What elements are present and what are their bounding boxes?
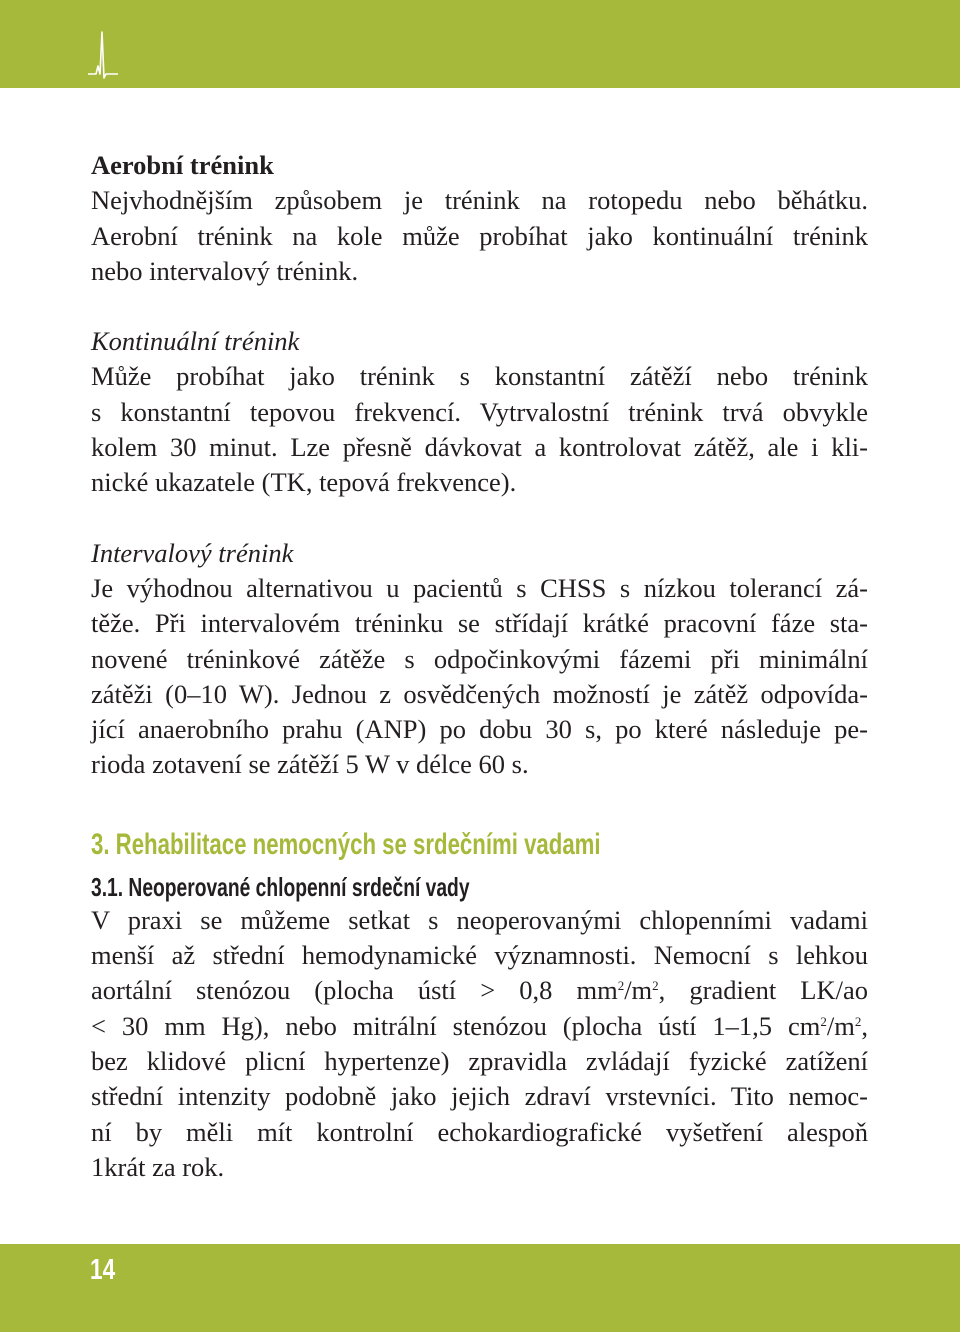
text-line: Aerobní trénink na kole může probíhat jako kontinuální trénink	[91, 220, 868, 251]
text-line: bez klidové plicní hypertenze) zpravidla zvládají fyzické zatížení	[91, 1045, 868, 1076]
text-line-formula: < 30 mm Hg), nebo mitrální stenózou (plocha ústí 1–1,5 $cm^2/m^2$,	[91, 1010, 868, 1041]
text-line: 1krát za rok.	[91, 1151, 225, 1182]
section-title-kontinualni: Kontinuální trénink	[91, 326, 300, 357]
text-line: Nejvhodnějším způsobem je trénink na rotopedu nebo běhátku.	[91, 185, 868, 216]
text-line: rioda zotavení se zátěží 5 W v délce 60 s.	[91, 749, 529, 780]
subchapter-heading: 3.1. Neoperované chlopenní srdeční vady	[91, 871, 470, 902]
paragraph-intervalovy	[91, 571, 868, 783]
section-title-intervalovy: Intervalový trénink	[91, 537, 294, 568]
text-line: Může probíhat jako trénink s konstantní zátěží nebo trénink	[91, 361, 868, 392]
text-line: ní by měli mít kontrolní echokardiografické vyšetření alespoň	[91, 1116, 868, 1147]
paragraph-aerobni	[91, 183, 868, 289]
text-line: s konstantní tepovou frekvencí. Vytrvalostní trénink trvá obvykle	[91, 396, 868, 427]
text-line: střední intenzity podobně jako jejich zdraví vrstevníci. Tito nemoc-	[91, 1081, 868, 1112]
header-band	[0, 0, 960, 88]
text-line: těže. Při intervalovém tréninku se střídají krátké pracovní fáze sta-	[91, 608, 868, 639]
chapter-heading: 3. Rehabilitace nemocných se srdečními vadami	[91, 827, 601, 861]
ecg-pulse-icon	[86, 30, 120, 80]
footer-band	[0, 1244, 960, 1332]
text-line: novené tréninkové zátěže s odpočinkovými fázemi při minimální	[91, 643, 868, 674]
section-title-aerobni: Aerobní trénink	[91, 150, 274, 180]
page-content	[91, 148, 868, 1185]
text-line: V praxi se můžeme setkat s neoperovanými chlopenními vadami	[91, 904, 868, 935]
text-line: kolem 30 minut. Lze přesně dávkovat a kontrolovat zátěž, ale i kli-	[91, 432, 868, 463]
text-line: zátěži (0–10 W). Jednou z osvědčených možností je zátěž odpovída-	[91, 678, 868, 709]
text-line: Je výhodnou alternativou u pacientů s CHSS s nízkou tolerancí zá-	[91, 572, 868, 603]
page-number: 14	[90, 1254, 116, 1286]
text-line: nebo intervalový trénink.	[91, 255, 359, 286]
paragraph-chlopenni-vady	[91, 903, 868, 1185]
text-line: menší až střední hemodynamické významnosti. Nemocní s lehkou	[91, 940, 868, 971]
paragraph-kontinualni	[91, 359, 868, 500]
text-line: jící anaerobního prahu (ANP) po dobu 30 s, po které následuje pe-	[91, 714, 868, 745]
text-line-formula: aortální stenózou (plocha ústí > 0,8 $mm^2/m^2$, gradient LK/ao	[91, 975, 868, 1006]
text-line: nické ukazatele (TK, tepová frekvence).	[91, 467, 517, 498]
